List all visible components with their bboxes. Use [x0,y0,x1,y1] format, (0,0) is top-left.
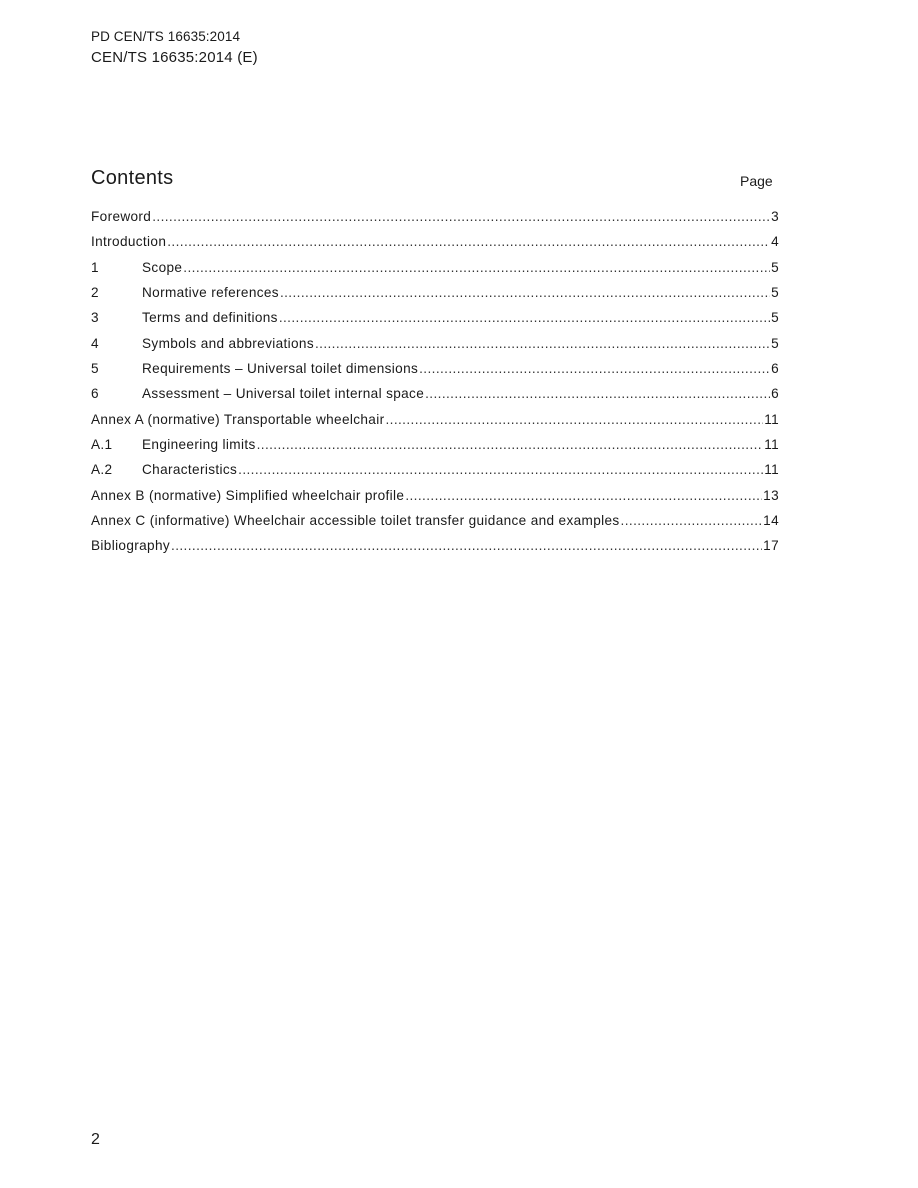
toc-entry-title[interactable]: Terms and definitions [142,310,278,326]
toc-entry[interactable] [91,336,779,361]
toc-entry-page[interactable]: 6 [771,361,779,377]
toc-entry-page[interactable]: 5 [771,335,779,351]
toc-entry[interactable] [91,513,779,538]
toc-dot-leader [171,538,762,553]
document-id-english: CEN/TS 16635:2014 (E) [91,49,258,66]
toc-entry-page[interactable]: 14 [763,513,779,529]
toc-dot-leader [279,310,770,325]
table-of-contents [91,209,779,564]
toc-entry-page[interactable]: 5 [771,259,779,275]
toc-entry-title[interactable]: Introduction [91,234,167,250]
toc-entry-title[interactable]: Assessment – Universal toilet internal space [142,386,425,402]
toc-entry-number: 1 [91,259,99,275]
toc-entry-number: 3 [91,310,99,326]
page-number: 2 [91,1131,100,1148]
toc-entry-page[interactable]: 3 [771,209,779,224]
page-column-label: Page [740,173,773,189]
toc-entry-title[interactable]: Annex C (informative) Wheelchair accessible toilet transfer guidance and examples [91,513,620,529]
toc-entry-page[interactable]: 4 [771,234,779,250]
toc-dot-leader [238,462,763,477]
toc-entry-page[interactable]: 13 [763,487,779,503]
toc-entry[interactable] [91,538,779,563]
toc-entry[interactable] [91,488,779,513]
toc-entry[interactable] [91,462,779,487]
toc-entry[interactable] [91,285,779,310]
toc-entry-title[interactable]: Engineering limits [142,437,256,453]
toc-entry-number: 4 [91,335,99,351]
toc-entry-number: A.2 [91,462,113,478]
toc-entry[interactable] [91,209,779,234]
toc-entry-title[interactable]: Symbols and abbreviations [142,335,314,351]
toc-entry-title[interactable]: Annex B (normative) Simplified wheelchair profile [91,487,405,503]
toc-entry[interactable] [91,437,779,462]
toc-dot-leader [405,488,762,503]
toc-dot-leader [425,386,770,401]
toc-entry-page[interactable]: 11 [764,462,779,478]
toc-entry-page[interactable]: 17 [763,538,779,554]
toc-entry-number: 2 [91,285,99,301]
toc-dot-leader [621,513,763,528]
toc-dot-leader [385,412,763,427]
toc-entry[interactable] [91,234,779,259]
toc-entry-number: 6 [91,386,99,402]
toc-entry-title[interactable]: Scope [142,259,183,275]
toc-entry[interactable] [91,361,779,386]
toc-dot-leader [152,209,770,224]
toc-dot-leader [280,285,770,300]
toc-dot-leader [257,437,764,452]
toc-entry-title[interactable]: Normative references [142,285,279,301]
toc-entry[interactable] [91,412,779,437]
toc-entry-title[interactable]: Foreword [91,209,152,224]
toc-entry-number: A.1 [91,437,113,453]
toc-entry-number: 5 [91,361,99,377]
document-id: PD CEN/TS 16635:2014 [91,29,241,44]
toc-entry[interactable] [91,386,779,411]
contents-title: Contents [91,167,174,189]
toc-entry-page[interactable]: 5 [771,285,779,301]
toc-entry-title[interactable]: Requirements – Universal toilet dimensions [142,361,419,377]
toc-dot-leader [315,336,770,351]
toc-dot-leader [167,234,770,249]
toc-entry[interactable] [91,310,779,335]
toc-entry-title[interactable]: Characteristics [142,462,238,478]
toc-entry-title[interactable]: Annex A (normative) Transportable wheelchair [91,411,385,427]
toc-entry-page[interactable]: 11 [764,437,779,453]
toc-entry-title[interactable]: Bibliography [91,538,171,554]
toc-entry[interactable] [91,260,779,285]
toc-dot-leader [183,260,770,275]
toc-dot-leader [419,361,770,376]
toc-entry-page[interactable]: 5 [771,310,779,326]
toc-entry-page[interactable]: 6 [771,386,779,402]
toc-entry-page[interactable]: 11 [764,411,779,427]
